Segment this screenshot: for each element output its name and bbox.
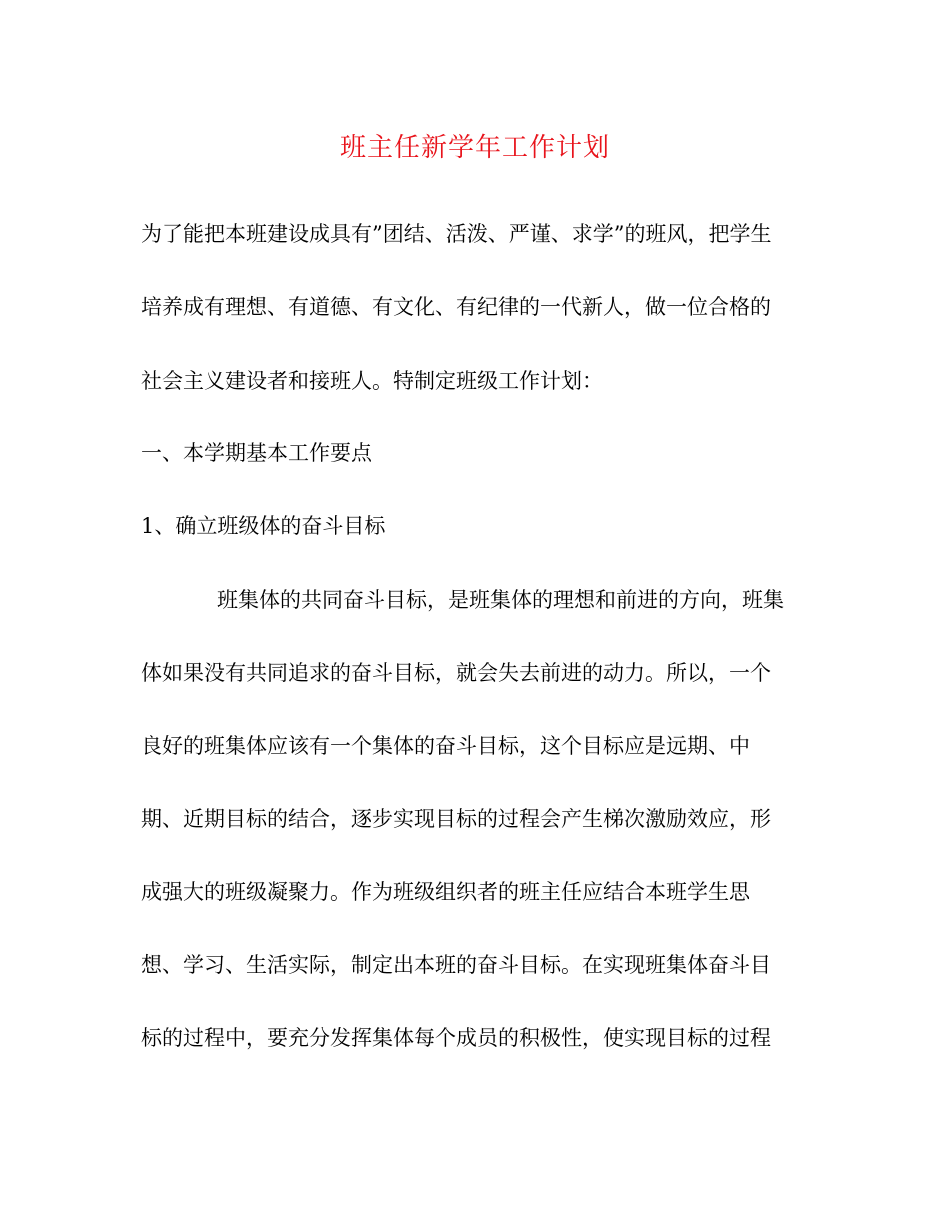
body-line-1: 为了能把本班建设成具有”团结、活泼、严谨、求学”的班风，把学生	[141, 222, 772, 246]
subsection-heading: 1、确立班级体的奋斗目标	[141, 514, 386, 538]
paragraph-line-5: 成强大的班级凝聚力。作为班级组织者的班主任应结合本班学生思	[141, 880, 750, 904]
paragraph-line-7: 标的过程中，要充分发挥集体每个成员的积极性，使实现目标的过程	[141, 1026, 771, 1050]
paragraph-line-2: 体如果没有共同追求的奋斗目标，就会失去前进的动力。所以，一个	[141, 661, 771, 685]
paragraph-line-4: 期、近期目标的结合，逐步实现目标的过程会产生梯次激励效应，形	[141, 807, 771, 831]
paragraph-line-1: 班集体的共同奋斗目标，是班集体的理想和前进的方向，班集	[217, 588, 784, 612]
paragraph-line-3: 良好的班集体应该有一个集体的奋斗目标，这个目标应是远期、中	[141, 734, 750, 758]
body-line-3: 社会主义建设者和接班人。特制定班级工作计划：	[141, 369, 603, 393]
paragraph-line-6: 想、学习、生活实际，制定出本班的奋斗目标。在实现班集体奋斗目	[141, 953, 771, 977]
document-title: 班主任新学年工作计划	[339, 133, 610, 163]
section-heading: 一、本学期基本工作要点	[141, 441, 372, 465]
body-line-2: 培养成有理想、有道德、有文化、有纪律的一代新人，做一位合格的	[141, 295, 771, 319]
